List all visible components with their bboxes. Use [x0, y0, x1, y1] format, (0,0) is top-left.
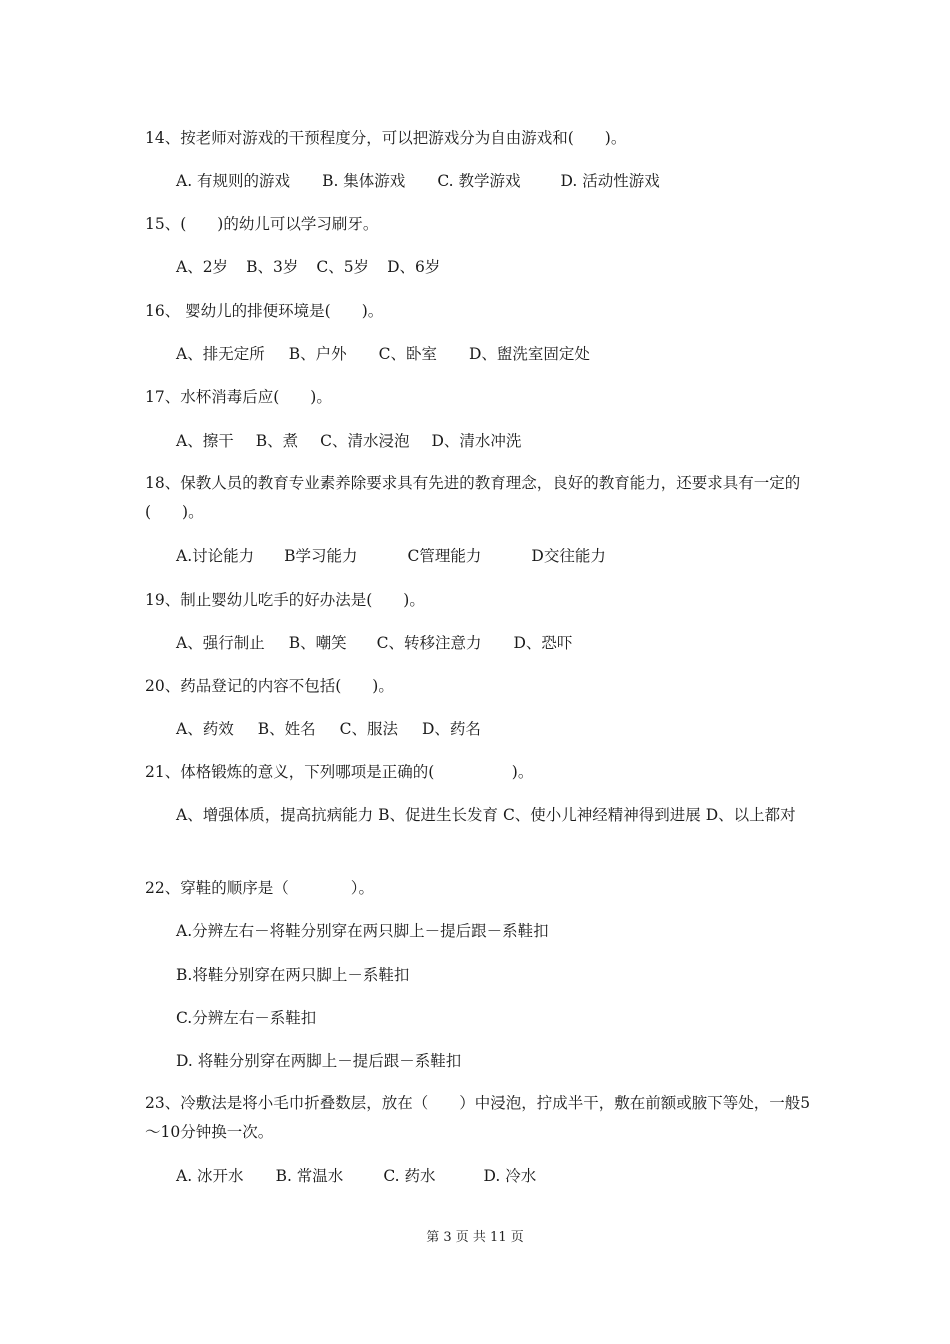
question-18-option-b: B学习能力: [284, 547, 358, 565]
question-14-option-d: D. 活动性游戏: [560, 172, 660, 190]
question-18-option-c: C管理能力: [407, 547, 482, 565]
question-15-option-a: A、2岁: [176, 258, 229, 276]
question-17-option-c: C、清水浸泡: [320, 432, 410, 450]
question-16-option-a: A、排无定所: [176, 345, 265, 363]
question-20-option-a: A、药效: [176, 720, 234, 738]
question-16-option-d: D、盥洗室固定处: [468, 345, 590, 363]
question-15-option-c: C、5岁: [316, 258, 370, 276]
page-number-footer: 第 3 页 共 11 页: [426, 1230, 524, 1245]
question-22-option-d: D. 将鞋分别穿在两脚上－提后跟－系鞋扣: [176, 1052, 462, 1070]
question-21-options: A、增强体质，提高抗病能力 B、促进生长发育 C、使小儿神经精神得到进展 D、以上都对: [176, 806, 796, 824]
question-20-options: [176, 718, 846, 740]
question-23-option-a: A. 冰开水: [176, 1167, 244, 1185]
question-18-option-a: A.讨论能力: [176, 547, 255, 565]
question-19-option-c: C、转移注意力: [376, 634, 482, 652]
question-20-option-c: C、服法: [339, 720, 398, 738]
question-16-stem: 16、 婴幼儿的排便环境是( )。: [145, 302, 384, 320]
question-18-stem: 18、保教人员的教育专业素养除要求具有先进的教育理念，良好的教育能力，还要求具有一定的( )。: [145, 474, 801, 521]
question-20-option-b: B、姓名: [257, 720, 316, 738]
question-23-stem: 23、冷敷法是将小毛巾折叠数层，放在（ ）中浸泡，拧成半干，敷在前额或腋下等处，一般5～10分钟换一次。: [145, 1094, 811, 1141]
question-19-option-a: A、强行制止: [176, 634, 265, 652]
question-19-options: [176, 632, 846, 654]
question-22-option-a: A.分辨左右－将鞋分别穿在两只脚上－提后跟－系鞋扣: [176, 922, 549, 940]
question-17-option-d: D、清水冲洗: [431, 432, 522, 450]
question-16-option-c: C、卧室: [378, 345, 437, 363]
question-15-options: [176, 256, 846, 278]
question-18-option-d: D交往能力: [531, 547, 606, 565]
question-15-option-d: D、6岁: [387, 258, 441, 276]
question-19-option-b: B、嘲笑: [288, 634, 347, 652]
question-23-option-b: B. 常温水: [275, 1167, 344, 1185]
question-14-option-a: A. 有规则的游戏: [176, 172, 291, 190]
question-23-option-d: D. 冷水: [483, 1167, 537, 1185]
question-17-option-a: A、擦干: [176, 432, 234, 450]
question-20-stem: 20、药品登记的内容不包括( )。: [145, 677, 394, 695]
question-14-option-c: C. 教学游戏: [437, 172, 521, 190]
question-14-options: [176, 170, 846, 192]
question-23-options: [176, 1165, 846, 1187]
question-16-option-b: B、户外: [288, 345, 347, 363]
question-22-option-b: B.将鞋分别穿在两只脚上－系鞋扣: [176, 966, 410, 984]
question-17-options: [176, 430, 846, 452]
question-15-stem: 15、( )的幼儿可以学习刷牙。: [145, 215, 379, 233]
question-19-stem: 19、制止婴幼儿吃手的好办法是( )。: [145, 591, 425, 609]
question-23-option-c: C. 药水: [383, 1167, 436, 1185]
question-21-stem: 21、体格锻炼的意义，下列哪项是正确的( )。: [145, 763, 534, 781]
question-14-stem: 14、按老师对游戏的干预程度分，可以把游戏分为自由游戏和( )。: [145, 129, 627, 147]
question-22-stem: 22、穿鞋的顺序是（ ）。: [145, 879, 374, 897]
question-17-option-b: B、煮: [255, 432, 299, 450]
question-18-options: [176, 545, 846, 567]
question-19-option-d: D、恐吓: [513, 634, 573, 652]
question-22-option-c: C.分辨左右－系鞋扣: [176, 1009, 317, 1027]
question-16-options: [176, 343, 846, 365]
question-14-option-b: B. 集体游戏: [322, 172, 406, 190]
question-15-option-b: B、3岁: [246, 258, 299, 276]
question-17-stem: 17、水杯消毒后应( )。: [145, 388, 332, 406]
question-20-option-d: D、药名: [421, 720, 481, 738]
